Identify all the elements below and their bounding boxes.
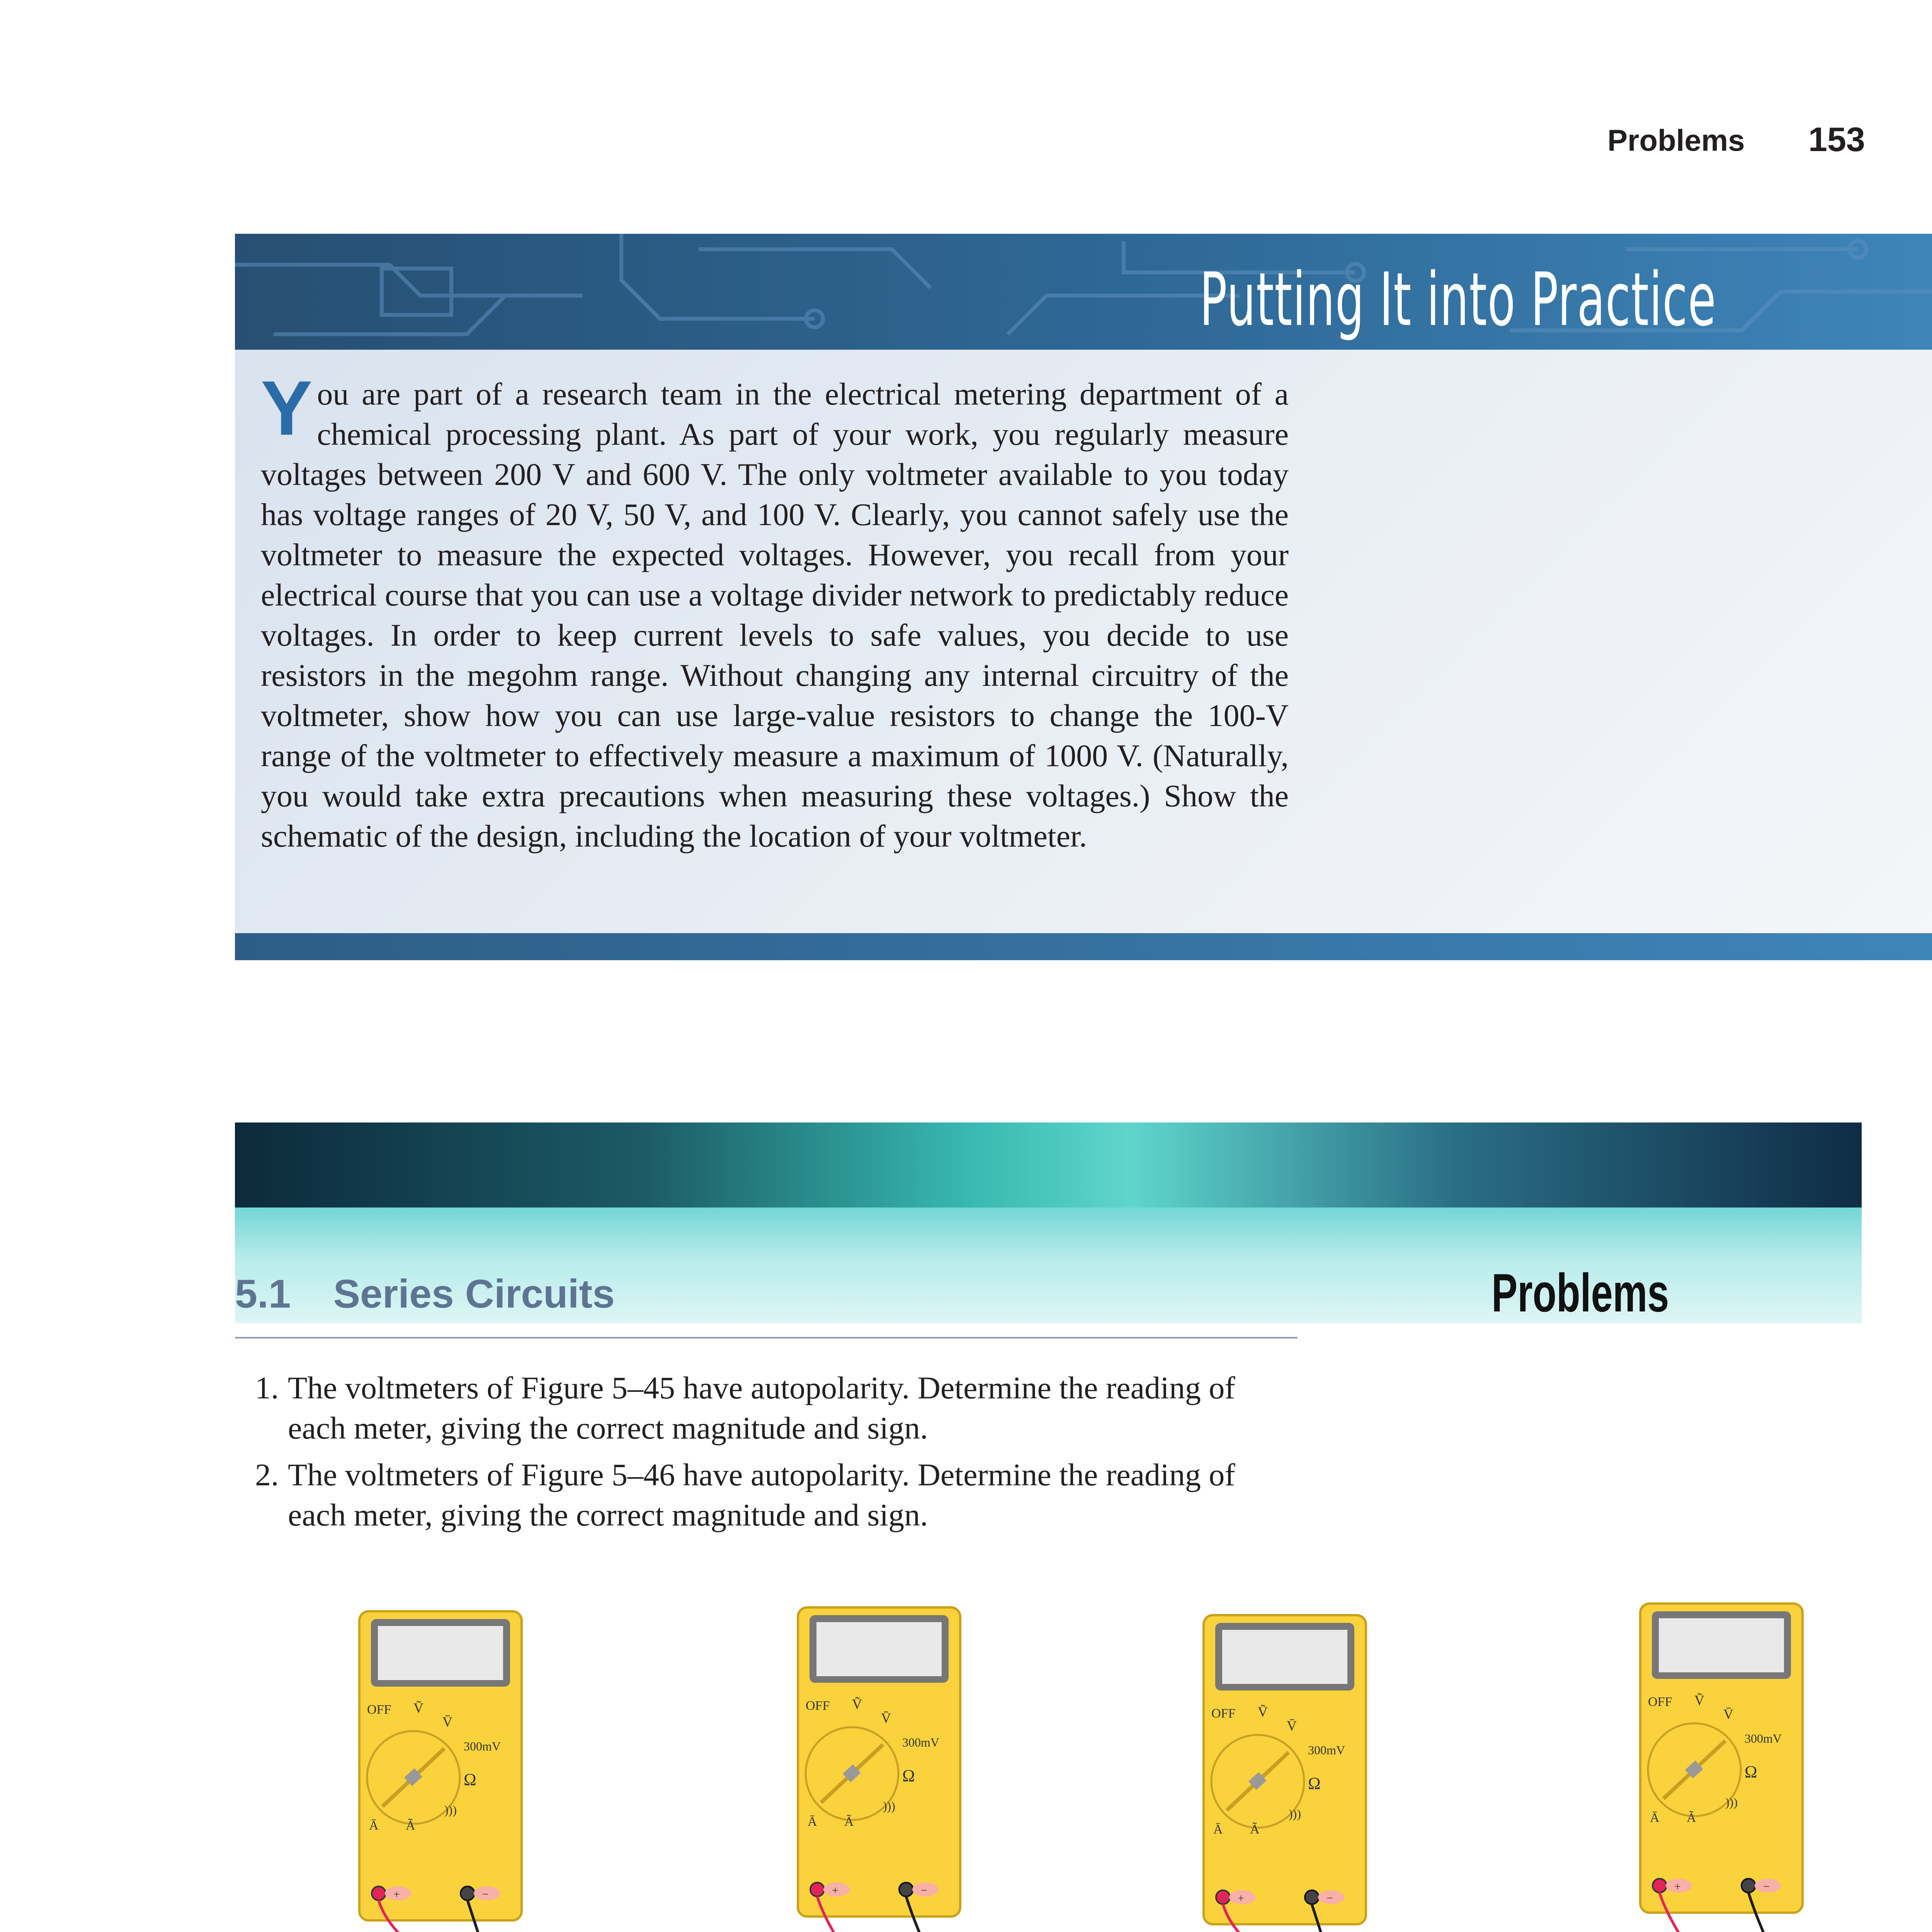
positive-terminal-label: + (832, 1884, 838, 1897)
meter-label-ohm: Ω (1745, 1762, 1757, 1781)
meter-label-adc: Ā (1213, 1822, 1223, 1837)
meter-label-off: OFF (1648, 1695, 1672, 1709)
meter-label-adc: Ā (808, 1815, 817, 1829)
meter-label-off: OFF (367, 1702, 391, 1717)
meter-label-vdc: V̄ (1287, 1718, 1297, 1733)
negative-terminal-label: − (1763, 1880, 1770, 1893)
meter-label-vac: Ṽ (1694, 1692, 1704, 1708)
section-title: Series Circuits (333, 1272, 615, 1316)
practice-title: Putting It into Practice (1199, 257, 1716, 342)
problem-number: 2. (255, 1457, 279, 1492)
meter-label-ohm: Ω (464, 1770, 476, 1789)
meter-label-mv: 300mV (1745, 1731, 1782, 1745)
negative-terminal-label: − (482, 1888, 489, 1901)
positive-terminal-label: + (393, 1888, 400, 1901)
meter-label-mv: 300mV (902, 1735, 939, 1749)
meter-label-vdc: V̄ (442, 1714, 452, 1730)
drop-cap: Y (261, 365, 313, 451)
running-head-section: Problems (1607, 123, 1745, 157)
problem-number: 1. (255, 1370, 279, 1405)
meter-label-vac: Ṽ (852, 1696, 862, 1712)
practice-paragraph: ou are part of a research team in the electrical metering department of a chemical processing plant. As part of your work, you regularly measure voltages between 200 V and 600 V. The only voltmeter available to you today has voltage ranges of 20 V, 50 V, and 100 V. Clearly, you cannot safely use the voltmeter to measure the expected voltages. However, you recall from your electrical course that you can use a voltage divider network to predictably reduce voltages. In order to keep current levels to safe values, you decide to use resistors in the megohm range. Without changing any internal circuitry of the voltmeter, show how you can use large-value resistors to change the 100-V range of the voltmeter to effectively measure a maximum of 1000 V. (Naturally, you would take extra precautions when measuring these voltages.) Show the schematic of the design, including the location of your voltmeter. (261, 376, 1289, 854)
positive-terminal-label: + (1674, 1880, 1681, 1893)
meter-label-continuity: ))) (883, 1799, 895, 1813)
meter-label-vdc: V̄ (881, 1710, 891, 1726)
problems-heading: Problems (1492, 1262, 1669, 1323)
meter-label-vac: Ṽ (1258, 1704, 1268, 1719)
meter-display (1659, 1618, 1784, 1672)
meter-label-aac: Ã (1687, 1811, 1696, 1825)
meter-label-adc: Ā (369, 1818, 379, 1833)
meter-label-adc: Ā (1650, 1811, 1660, 1825)
meter-label-off: OFF (806, 1699, 830, 1713)
meter-label-continuity: ))) (444, 1803, 457, 1817)
negative-terminal (1742, 1879, 1755, 1893)
meter-label-mv: 300mV (464, 1739, 501, 1753)
problem-text: The voltmeters of Figure 5–45 have autopolarity. Determine the reading of each meter, giving the correct magnitude and sign. (288, 1370, 1235, 1446)
positive-terminal (1653, 1879, 1667, 1893)
meter-label-continuity: ))) (1289, 1807, 1301, 1821)
positive-terminal-label: + (1238, 1892, 1244, 1905)
meter-label-mv: 300mV (1308, 1743, 1345, 1757)
page-number: 153 (1808, 120, 1865, 158)
meter-label-off: OFF (1211, 1706, 1236, 1721)
meter-label-ohm: Ω (902, 1766, 915, 1785)
meter-label-aac: Ã (406, 1818, 415, 1833)
meter-label-vdc: V̄ (1723, 1706, 1733, 1722)
meter-label-ohm: Ω (1308, 1774, 1321, 1793)
meter-label-vac: Ṽ (413, 1700, 423, 1716)
section-number: 5.1 (235, 1272, 291, 1316)
meter-label-aac: Ã (844, 1815, 854, 1829)
meter-label-aac: Ã (1250, 1822, 1260, 1837)
negative-terminal-label: − (921, 1884, 927, 1897)
negative-terminal-label: − (1327, 1892, 1333, 1905)
problem-text: The voltmeters of Figure 5–46 have autopolarity. Determine the reading of each meter, giving the correct magnitude and sign. (288, 1457, 1235, 1532)
meter-label-continuity: ))) (1725, 1795, 1738, 1809)
